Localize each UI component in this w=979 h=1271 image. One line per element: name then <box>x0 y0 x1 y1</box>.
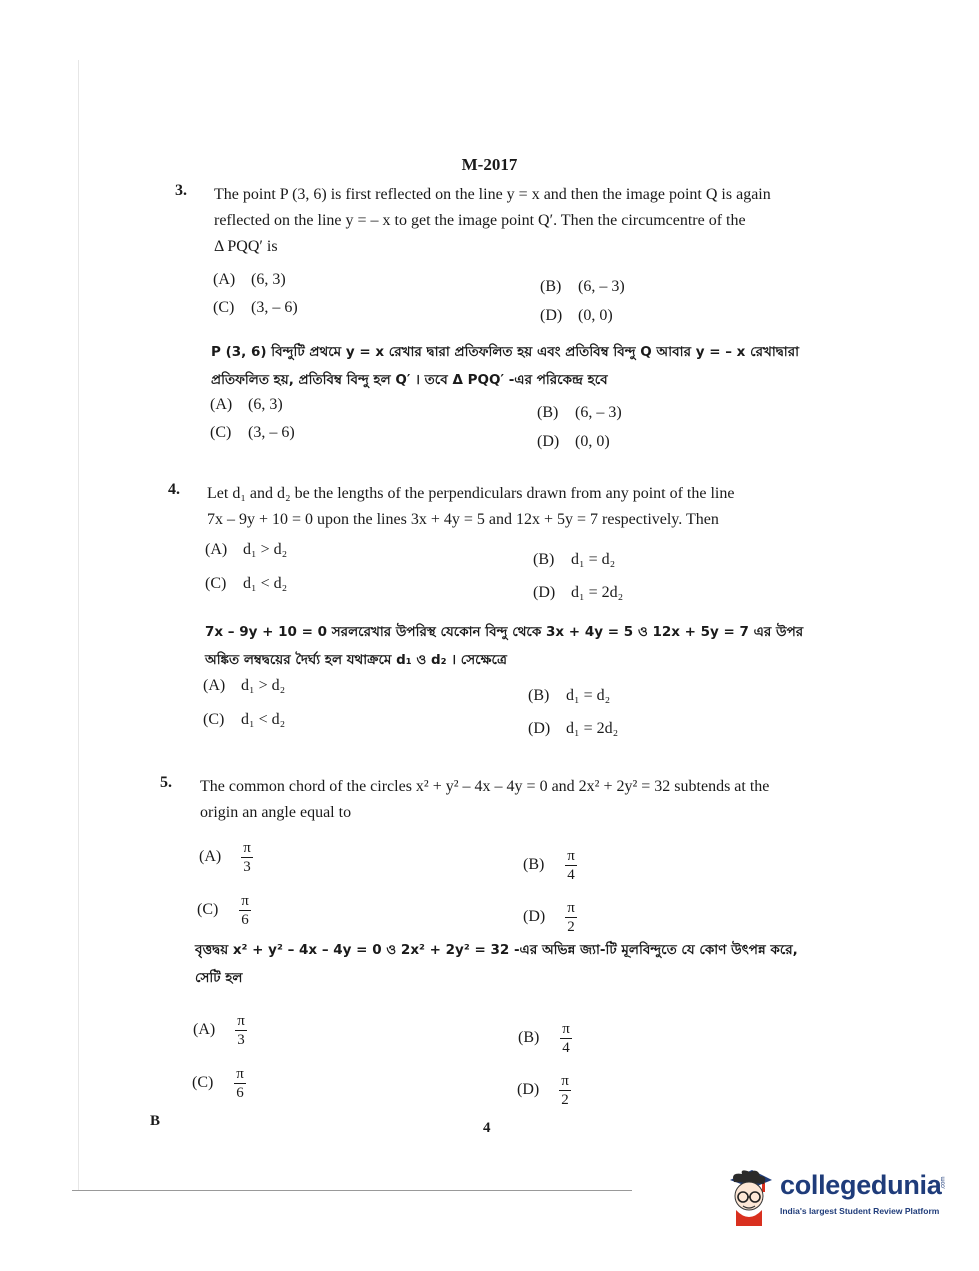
fraction-denominator: 2 <box>567 919 575 935</box>
question-4-en-line2: 7x – 9y + 10 = 0 upon the lines 3x + 4y = 5 and 12x + 5y = 7 respectively. Then <box>207 511 719 528</box>
option-text: d₁ < d₂ <box>241 711 286 728</box>
question-5-bn-line2: সেটি হল <box>195 970 243 986</box>
option-label: (C) <box>205 575 227 592</box>
q5-option-a <box>199 840 253 875</box>
fraction-denominator: 4 <box>567 867 575 883</box>
option-label: (A) <box>193 1021 216 1039</box>
question-5-english <box>200 774 769 826</box>
option-label: (B) <box>533 551 555 568</box>
fraction-bar <box>234 1083 246 1084</box>
option-label: (C) <box>210 424 232 441</box>
question-3-bn-line2: প্রতিফলিত হয়, প্রতিবিম্ব বিন্দু হল Q′ । তবে Δ PQQ′ -এর পরিকেন্দ্র হবে <box>211 372 608 388</box>
fraction-bar <box>559 1090 571 1091</box>
brand-name: collegedunia <box>780 1170 942 1200</box>
q3-option-c <box>213 299 298 317</box>
fraction-denominator: 3 <box>243 859 251 875</box>
option-text: d₁ = 2d₂ <box>566 720 619 737</box>
option-text: d₁ = d₂ <box>571 551 616 568</box>
page-number: 4 <box>483 1120 491 1136</box>
fraction <box>235 1013 247 1048</box>
q5-bn-option-a <box>193 1013 247 1048</box>
q5-bn-option-b <box>518 1021 572 1056</box>
question-5-en-line1: The common chord of the circles x² + y² – 4x – 4y = 0 and 2x² + 2y² = 32 subtends at the <box>200 778 770 795</box>
q5-option-b <box>523 848 577 883</box>
option-text: d₁ = d₂ <box>566 687 611 704</box>
fraction <box>241 840 253 875</box>
fraction-numerator: π <box>562 1021 570 1037</box>
question-3-bengali <box>211 338 799 394</box>
question-3-en-line1: The point P (3, 6) is first reflected on the line y = x and then the image point Q is again <box>214 186 771 203</box>
question-4-english <box>207 481 734 533</box>
exam-code-header: M-2017 <box>461 155 518 174</box>
collegedunia-logo <box>722 1166 952 1226</box>
option-label: (B) <box>537 404 559 421</box>
q5-bn-option-c <box>192 1066 246 1101</box>
fraction-denominator: 6 <box>236 1085 244 1101</box>
question-5-bengali <box>195 936 798 992</box>
option-label: (D) <box>523 908 546 926</box>
question-3-en-line2: reflected on the line y = – x to get the image point Q′. Then the circumcentre of the <box>214 212 746 229</box>
fraction-bar <box>560 1038 572 1039</box>
mascot-icon <box>722 1166 778 1226</box>
option-label: (B) <box>540 278 562 295</box>
question-3-en-line3: Δ PQQ′ is <box>214 238 278 255</box>
option-label: (A) <box>203 677 226 694</box>
option-text: (6, – 3) <box>575 404 622 421</box>
fraction-denominator: 6 <box>241 912 249 928</box>
q3-bn-option-d <box>537 433 610 451</box>
option-label: (C) <box>203 711 225 728</box>
question-5-en-line2: origin an angle equal to <box>200 804 352 821</box>
q3-bn-option-c <box>210 424 295 442</box>
q3-bn-option-a <box>210 396 283 414</box>
q4-bn-option-d <box>528 720 618 738</box>
q4-bn-option-b <box>528 687 610 705</box>
option-label: (A) <box>205 541 228 558</box>
option-label: (D) <box>528 720 551 737</box>
fraction-denominator: 2 <box>561 1092 569 1108</box>
fraction-numerator: π <box>243 840 251 856</box>
fraction-bar <box>565 865 577 866</box>
q3-option-a <box>213 271 286 289</box>
question-number-3: 3. <box>175 182 187 199</box>
fraction-numerator: π <box>567 900 575 916</box>
fraction <box>239 893 251 928</box>
option-label: (B) <box>523 856 545 874</box>
q4-option-d <box>533 584 623 602</box>
fraction-bar <box>565 917 577 918</box>
q5-bn-option-d <box>517 1073 571 1108</box>
option-label: (C) <box>213 299 235 316</box>
question-number-4: 4. <box>168 481 180 498</box>
fraction-bar <box>235 1030 247 1031</box>
q3-bn-option-b <box>537 404 622 422</box>
fraction <box>560 1021 572 1056</box>
q3-option-b <box>540 278 625 296</box>
option-text: d₁ = 2d₂ <box>571 584 624 601</box>
q5-option-d <box>523 900 577 935</box>
brand-tagline: India's largest Student Review Platform <box>780 1206 940 1216</box>
option-label: (A) <box>199 848 222 866</box>
option-label: (D) <box>517 1081 540 1099</box>
option-label: (B) <box>528 687 550 704</box>
question-4-en-line1: Let d₁ and d₂ be the lengths of the perpendiculars drawn from any point of the line <box>207 485 735 502</box>
question-5-bn-line1: বৃত্তদ্বয় x² + y² – 4x – 4y = 0 ও 2x² + 2y² = 32 -এর অভিন্ন জ্যা-টি মূলবিন্দুতে যে কোণ উৎপন্ন করে, <box>195 942 798 958</box>
option-label: (D) <box>533 584 556 601</box>
fraction-denominator: 4 <box>562 1040 570 1056</box>
option-text: (6, – 3) <box>578 278 625 295</box>
question-3-english <box>214 182 771 260</box>
fraction-numerator: π <box>241 893 249 909</box>
question-4-bengali <box>205 618 803 674</box>
q4-bn-option-a <box>203 677 285 695</box>
option-text: (6, 3) <box>251 271 286 288</box>
fraction-denominator: 3 <box>237 1032 245 1048</box>
booklet-code: B <box>150 1113 161 1129</box>
q4-option-c <box>205 575 287 593</box>
fraction <box>565 900 577 935</box>
option-label: (A) <box>213 271 236 288</box>
q4-bn-option-c <box>203 711 285 729</box>
option-text: (3, – 6) <box>248 424 295 441</box>
option-text: d₁ < d₂ <box>243 575 288 592</box>
q3-option-d <box>540 307 613 325</box>
option-text: (6, 3) <box>248 396 283 413</box>
fraction-numerator: π <box>567 848 575 864</box>
option-label: (D) <box>540 307 563 324</box>
option-text: (0, 0) <box>575 433 610 450</box>
fraction-numerator: π <box>236 1066 244 1082</box>
option-label: (A) <box>210 396 233 413</box>
question-3-bn-line1: P (3, 6) বিন্দুটি প্রথমে y = x রেখার দ্বারা প্রতিফলিত হয় এবং প্রতিবিম্ব বিন্দু Q আবার y = – x রেখাদ্বারা <box>211 344 800 360</box>
scan-shadow-line <box>78 60 79 1190</box>
fraction <box>565 848 577 883</box>
question-4-bn-line2: অঙ্কিত লম্বদ্বয়ের দৈর্ঘ্য হল যথাক্রমে d₁ ও d₂ । সেক্ষেত্রে <box>205 652 507 668</box>
fraction <box>559 1073 571 1108</box>
question-number-5: 5. <box>160 774 172 791</box>
option-text: (3, – 6) <box>251 299 298 316</box>
fraction-bar <box>239 910 251 911</box>
q5-option-c <box>197 893 251 928</box>
fraction-numerator: π <box>237 1013 245 1029</box>
bottom-rule <box>72 1190 632 1191</box>
option-label: (C) <box>192 1074 214 1092</box>
fraction-bar <box>241 857 253 858</box>
option-label: (B) <box>518 1029 540 1047</box>
fraction-numerator: π <box>561 1073 569 1089</box>
option-label: (C) <box>197 901 219 919</box>
brand-domain-suffix: .com <box>940 1176 947 1190</box>
q4-option-b <box>533 551 615 569</box>
option-text: (0, 0) <box>578 307 613 324</box>
q4-option-a <box>205 541 287 559</box>
fraction <box>234 1066 246 1101</box>
question-4-bn-line1: 7x – 9y + 10 = 0 সরলরেখার উপরিস্থ যেকোন বিন্দু থেকে 3x + 4y = 5 ও 12x + 5y = 7 এর উপর <box>205 624 804 640</box>
option-text: d₁ > d₂ <box>243 541 288 558</box>
option-label: (D) <box>537 433 560 450</box>
option-text: d₁ > d₂ <box>241 677 286 694</box>
